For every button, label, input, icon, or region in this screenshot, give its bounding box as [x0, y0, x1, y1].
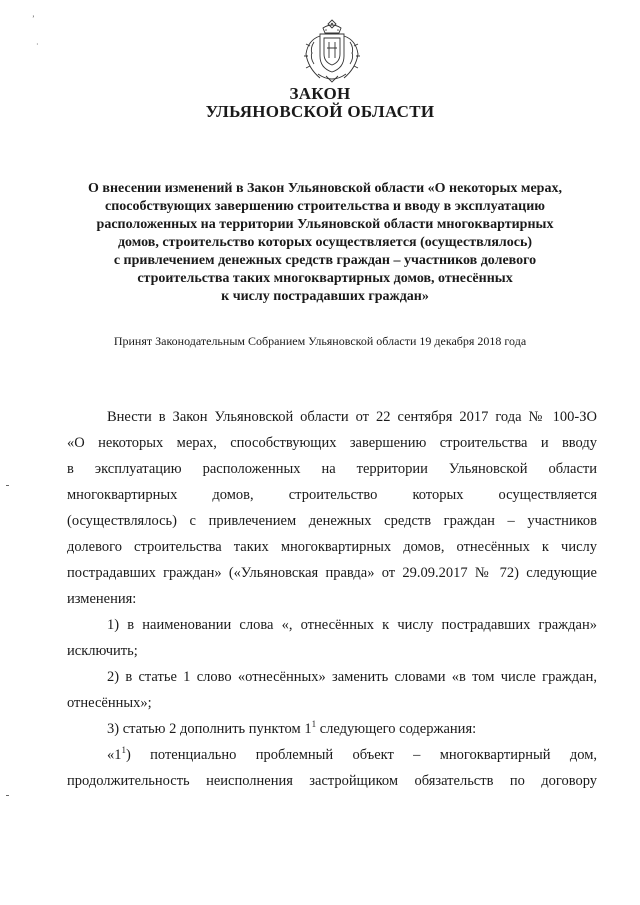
heading-line: к числу пострадавших граждан»: [221, 289, 429, 304]
list-item-1-cont: исключить;: [67, 643, 138, 659]
heading-line: О внесении изменений в Закон Ульяновской области «О некоторых мерах,: [88, 181, 562, 196]
scan-mark: ʼ: [32, 14, 35, 23]
list-item-3: [67, 716, 597, 742]
law-region: УЛЬЯНОВСКОЙ ОБЛАСТИ: [205, 102, 435, 121]
scan-mark: [6, 485, 9, 486]
heading-line: с привлечением денежных средств граждан – участников долевого: [113, 253, 537, 268]
list-item-2-cont: отнесённых»;: [67, 695, 152, 711]
list-item-2: 2) в статье 1 слово «отнесённых» заменить словами «в том числе граждан,: [107, 669, 597, 685]
item-3-text-end: следующего содержания:: [316, 721, 477, 737]
item-4-text: ) потенциально проблемный объект – многоквартирный дом,: [126, 747, 597, 763]
body-line: пострадавших граждан» («Ульяновская правда» от 29.09.2017 № 72) следующие: [67, 565, 597, 581]
body-line: (осуществлялось) с привлечением денежных средств граждан – участников: [67, 513, 597, 529]
scan-mark: [6, 795, 9, 796]
law-body: [67, 404, 597, 794]
body-line: Внести в Закон Ульяновской области от 22 сентября 2017 года № 100-ЗО: [107, 409, 597, 425]
scan-mark: ·: [36, 40, 39, 49]
list-item-4-cont: продолжительность неисполнения застройщиком обязательств по договору: [67, 773, 597, 789]
heading-line: строительства таких многоквартирных домов, отнесённых: [137, 271, 513, 286]
heading-line: расположенных на территории Ульяновской области многоквартирных: [96, 217, 554, 232]
list-item-1: 1) в наименовании слова «, отнесённых к числу пострадавших граждан»: [107, 617, 597, 633]
item-4-superscript: 1: [121, 745, 126, 756]
law-title: ЗАКОН: [289, 84, 351, 103]
item-4-open: «1: [107, 747, 122, 763]
body-line: в эксплуатацию расположенных на территории Ульяновской области: [67, 461, 597, 477]
item-3-text: 3) статью 2 дополнить пунктом 1: [107, 721, 312, 737]
body-line: многоквартирных домов, строительство которых осуществляется: [67, 487, 597, 503]
list-item-4: [67, 742, 597, 768]
body-line: изменения:: [67, 591, 137, 607]
law-heading: [60, 180, 590, 306]
body-line: «О некоторых мерах, способствующих завершению строительства и вводу: [67, 435, 597, 451]
heading-line: домов, строительство которых осуществляется (осуществлялось): [117, 235, 533, 250]
ulyanovsk-coat-of-arms-icon: [296, 18, 368, 84]
item-3-superscript: 1: [311, 719, 317, 730]
adoption-note: Принят Законодательным Собранием Ульяновской области 19 декабря 2018 года: [113, 334, 527, 348]
heading-line: способствующих завершению строительства и вводу в эксплуатацию: [105, 199, 545, 214]
body-line: долевого строительства таких многоквартирных домов, отнесённых к числу: [67, 539, 597, 555]
